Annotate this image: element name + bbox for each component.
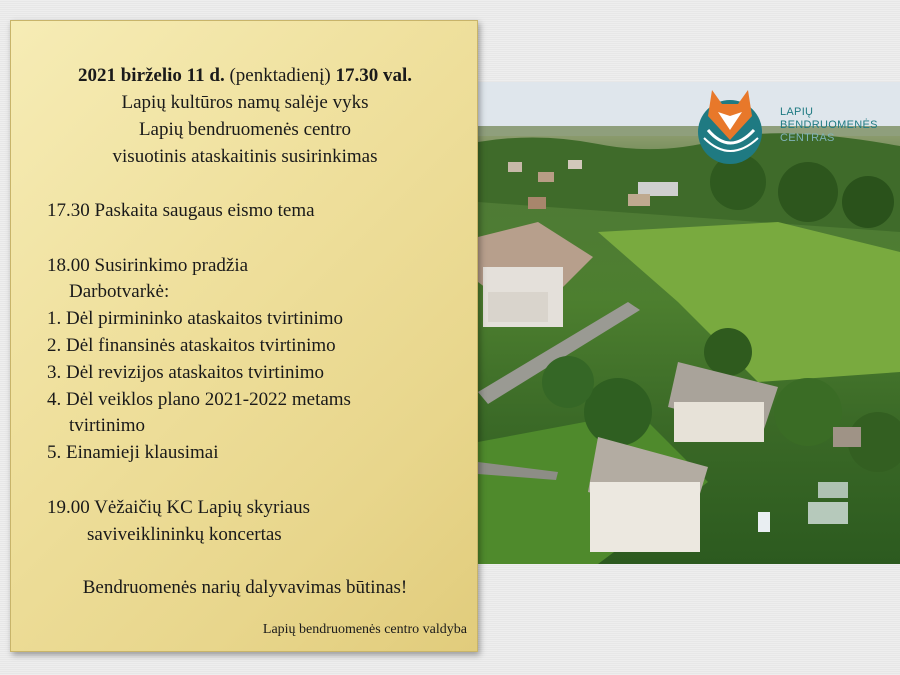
date-weekday: (penktadienį) [224,65,336,86]
signature: Lapių bendruomenės centro valdyba [262,622,467,637]
agenda-item-3: 3. Dėl revizijos ataskaitos tvirtinimo [47,362,325,383]
logo-line-2: BENDRUOMENĖS [780,119,878,131]
meeting-start-line: 18.00 Susirinkimo pradžia [47,255,249,276]
logo-line-1: LAPIŲ [780,106,814,118]
lecture-line: 17.30 Paskaita saugaus eismo tema [47,200,315,221]
fox-logo-icon [694,86,774,166]
venue-line-1: Lapių kultūros namų salėje vyks [121,92,369,113]
logo-text [780,106,900,145]
community-centre-logo [694,86,894,166]
concert-line-2: saviveiklininkų koncertas [87,524,282,545]
agenda-item-4: 4. Dėl veiklos plano 2021-2022 metams [47,389,351,410]
agenda-item-2: 2. Dėl finansinės ataskaitos tvirtinimo [47,335,336,356]
agenda-item-1: 1. Dėl pirmininko ataskaitos tvirtinimo [47,308,344,329]
announcement-card [10,20,478,652]
date-bold: 2021 birželio 11 d. [77,65,225,86]
time-bold: 17.30 val. [335,65,413,86]
concert-line-1: 19.00 Vėžaičių KC Lapių skyriaus [47,497,310,518]
logo-line-3: CENTRAS [780,132,835,144]
agenda-item-5: 5. Einamieji klausimai [47,442,219,463]
venue-line-3: visuotinis ataskaitinis susirinkimas [112,146,378,167]
agenda-title: Darbotvarkė: [69,281,170,302]
mandatory-attendance: Bendruomenės narių dalyvavimas būtinas! [82,577,408,598]
venue-line-2: Lapių bendruomenės centro [138,119,352,140]
date-line [11,65,479,87]
agenda-item-4-cont: tvirtinimo [69,415,145,436]
